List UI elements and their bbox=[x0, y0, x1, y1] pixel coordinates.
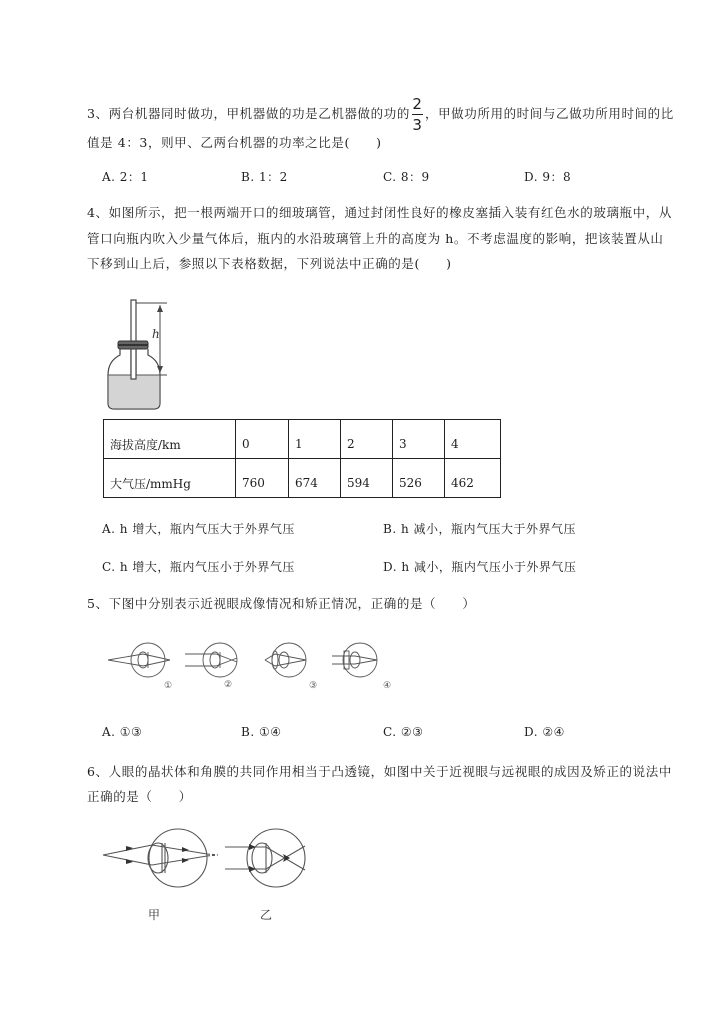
question-4-option-a[interactable]: A. h 增大，瓶内气压大于外界气压 bbox=[102, 522, 295, 536]
question-3-text-b: ，甲做功所用的时间与乙做功所用时间的比 bbox=[424, 106, 674, 121]
table-cell: 674 bbox=[289, 459, 341, 498]
question-4-option-b[interactable]: B. h 减小，瓶内气压大于外界气压 bbox=[383, 522, 576, 536]
table-cell: 594 bbox=[341, 459, 393, 498]
question-3-text-a: 3、两台机器同时做功，甲机器做的功是乙机器做的功的 bbox=[87, 106, 410, 121]
table-header-pressure: 大气压/mmHg bbox=[104, 459, 236, 498]
figure-caption-3: ③ bbox=[309, 681, 318, 691]
height-label-h: h bbox=[152, 327, 160, 341]
question-3-line-2: 值是 4：3，则甲、乙两台机器的功率之比是( ) bbox=[87, 135, 382, 150]
table-row bbox=[104, 459, 501, 498]
question-3-option-d[interactable]: D. 9：8 bbox=[524, 170, 572, 184]
figure-caption-4: ④ bbox=[383, 681, 392, 691]
question-5-option-a[interactable]: A. ①③ bbox=[102, 725, 143, 739]
table-cell: 526 bbox=[393, 459, 445, 498]
figure-caption-yi: 乙 bbox=[260, 908, 273, 922]
fraction-bar bbox=[412, 114, 423, 115]
question-5-option-c[interactable]: C. ②③ bbox=[383, 725, 424, 739]
table-cell: 760 bbox=[236, 459, 289, 498]
table-header-altitude: 海拔高度/km bbox=[104, 420, 236, 459]
fraction bbox=[412, 95, 423, 134]
eye-diagrams-q6 bbox=[100, 828, 340, 898]
question-5-option-d[interactable]: D. ②④ bbox=[524, 725, 565, 739]
table-cell: 3 bbox=[393, 420, 445, 459]
question-3-option-a[interactable]: A. 2：1 bbox=[102, 170, 149, 184]
table-cell: 1 bbox=[289, 420, 341, 459]
bottle-figure bbox=[100, 295, 200, 415]
question-3-option-b[interactable]: B. 1：2 bbox=[241, 170, 288, 184]
table-cell: 0 bbox=[236, 420, 289, 459]
question-5-option-b[interactable]: B. ①④ bbox=[241, 725, 282, 739]
question-4-line-3: 下移到山上后，参照以下表格数据，下列说法中正确的是( ) bbox=[87, 256, 452, 271]
question-6-line-2: 正确的是（ ） bbox=[87, 789, 192, 804]
altitude-pressure-table bbox=[103, 419, 501, 498]
question-4-option-c[interactable]: C. h 增大，瓶内气压小于外界气压 bbox=[102, 560, 295, 574]
table-cell: 2 bbox=[341, 420, 393, 459]
table-row bbox=[104, 420, 501, 459]
eye-diagrams-q5 bbox=[100, 640, 420, 690]
question-4-option-d[interactable]: D. h 减小，瓶内气压小于外界气压 bbox=[383, 560, 577, 574]
figure-caption-2: ② bbox=[224, 680, 233, 690]
figure-caption-1: ① bbox=[164, 681, 173, 691]
table-cell: 4 bbox=[445, 420, 501, 459]
question-3-option-c[interactable]: C. 8：9 bbox=[383, 170, 430, 184]
figure-caption-jia: 甲 bbox=[148, 908, 161, 922]
question-6-line-1: 6、人眼的晶状体和角膜的共同作用相当于凸透镜，如图中关于近视眼与远视眼的成因及矫正的说法中 bbox=[87, 764, 672, 779]
fraction-numerator: 2 bbox=[412, 95, 423, 113]
question-3-line-1 bbox=[87, 95, 674, 134]
question-5-line-1: 5、下图中分别表示近视眼成像情况和矫正情况，正确的是（ ） bbox=[87, 596, 476, 611]
table-cell: 462 bbox=[445, 459, 501, 498]
question-4-line-2: 管口向瓶内吹入少量气体后，瓶内的水沿玻璃管上升的高度为 h。不考虑温度的影响，把该装置从山 bbox=[87, 231, 664, 246]
fraction-denominator: 3 bbox=[412, 116, 423, 134]
question-4-line-1: 4、如图所示，把一根两端开口的细玻璃管，通过封闭性良好的橡皮塞插入装有红色水的玻璃瓶中，从 bbox=[87, 205, 672, 220]
